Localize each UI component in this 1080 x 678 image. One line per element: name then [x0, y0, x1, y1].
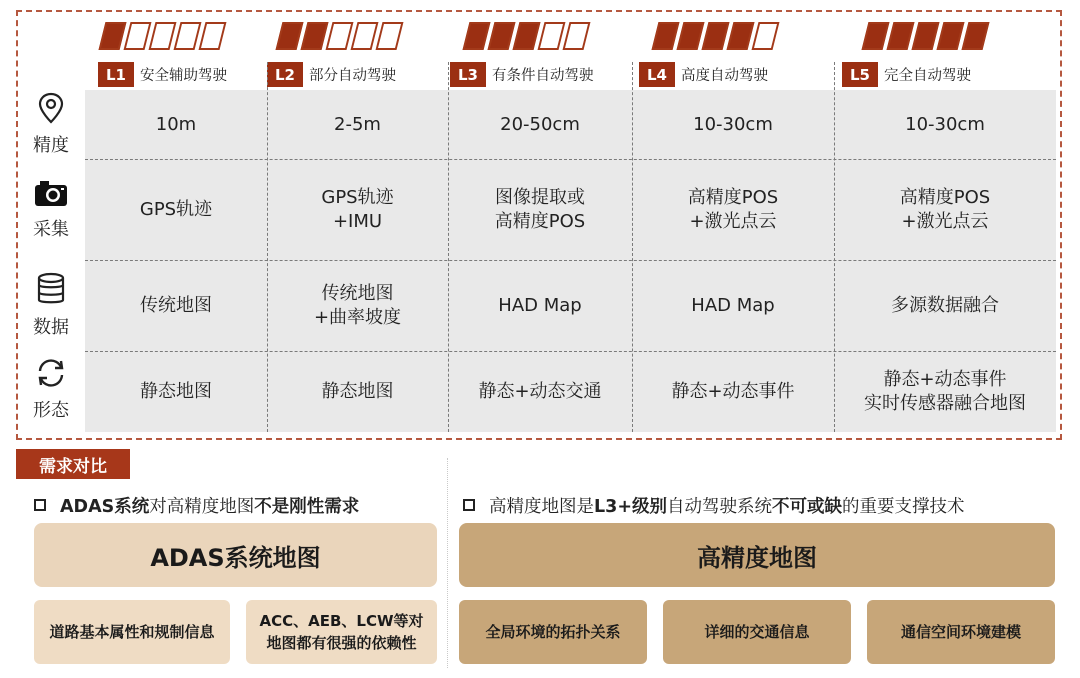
meter-box	[351, 22, 379, 50]
adas-feature-box: 道路基本属性和规制信息	[34, 600, 230, 664]
level-tag: L1	[98, 62, 134, 87]
hd-map-title: 高精度地图	[459, 523, 1055, 587]
level-header	[842, 62, 971, 87]
meter-box	[276, 22, 304, 50]
table-cell: 2-5m	[334, 113, 381, 135]
level-name: 高度自动驾驶	[681, 68, 768, 84]
meter-box	[326, 22, 354, 50]
checkbox-icon	[463, 499, 475, 511]
meter-box	[912, 22, 940, 50]
meter-box	[513, 22, 541, 50]
table-cell: HAD Map	[498, 294, 582, 316]
level-name: 有条件自动驾驶	[492, 68, 594, 84]
claim-segment: 不可或缺	[772, 496, 842, 517]
camera-icon	[33, 178, 69, 215]
table-cell: 静态+动态事件	[671, 380, 795, 402]
table-cell: HAD Map	[691, 294, 775, 316]
row-label-text: 形态	[33, 400, 69, 421]
table-cell: 10-30cm	[693, 113, 773, 135]
level-meter	[102, 22, 227, 52]
hd-map-feature-box: 通信空间环境建模	[867, 600, 1055, 664]
level-meter	[865, 22, 990, 52]
meter-box	[463, 22, 491, 50]
claim-segment: ADAS系统	[60, 496, 150, 517]
level-tag: L4	[639, 62, 675, 87]
level-name: 完全自动驾驶	[884, 68, 971, 84]
location-pin-icon	[37, 92, 65, 131]
meter-box	[538, 22, 566, 50]
meter-box	[488, 22, 516, 50]
level-header	[639, 62, 768, 87]
meter-box	[862, 22, 890, 50]
claim-segment: 的重要支撑技术	[842, 496, 965, 517]
level-meter	[466, 22, 591, 52]
database-icon	[36, 272, 66, 313]
claim-segment: 自动驾驶系统	[667, 496, 772, 517]
table-cell: 10m	[155, 113, 197, 135]
meter-box	[301, 22, 329, 50]
table-cell: 传统地图	[140, 294, 212, 316]
claim-segment: L3+级别	[594, 496, 667, 517]
meter-box	[937, 22, 965, 50]
hdmap-claim	[463, 492, 965, 518]
row-label-text: 数据	[33, 317, 69, 338]
table-cell: GPS轨迹 +IMU	[321, 186, 394, 232]
table-cell: 静态地图	[321, 380, 394, 402]
level-name: 部分自动驾驶	[309, 68, 396, 84]
claim-segment: 不是刚性需求	[254, 496, 360, 517]
meter-box	[149, 22, 177, 50]
row-label	[20, 357, 82, 422]
hd-map-feature-box: 全局环境的拓扑关系	[459, 600, 647, 664]
level-meter	[655, 22, 780, 52]
level-tag: L5	[842, 62, 878, 87]
row-label-text: 采集	[33, 219, 69, 240]
comparison-divider	[447, 458, 448, 668]
meter-box	[376, 22, 404, 50]
adas-claim-text	[60, 493, 359, 518]
level-header	[267, 62, 396, 87]
meter-box	[174, 22, 202, 50]
level-header	[98, 62, 227, 87]
meter-box	[702, 22, 730, 50]
meter-box	[124, 22, 152, 50]
row-label-text: 精度	[33, 135, 69, 156]
checkbox-icon	[34, 499, 46, 511]
claim-segment: 高精度地图是	[489, 496, 594, 517]
level-tag: L2	[267, 62, 303, 87]
level-name: 安全辅助驾驶	[140, 68, 227, 84]
table-cell: 多源数据融合	[891, 294, 999, 316]
meter-box	[99, 22, 127, 50]
hd-map-feature-box: 详细的交通信息	[663, 600, 851, 664]
table-cell: 10-30cm	[905, 113, 985, 135]
table-cell: GPS轨迹	[139, 198, 213, 220]
claim-segment: 对高精度地图	[149, 496, 255, 517]
table-cell: 高精度POS +激光点云	[899, 186, 991, 232]
adas-map-title: ADAS系统地图	[34, 523, 437, 587]
table-cell: 传统地图 +曲率坡度	[313, 282, 402, 328]
table-cell: 高精度POS +激光点云	[687, 186, 779, 232]
meter-box	[727, 22, 755, 50]
table-cell: 静态地图	[140, 380, 212, 402]
meter-box	[652, 22, 680, 50]
adas-feature-box: ACC、AEB、LCW等对 地图都有很强的依赖性	[246, 600, 437, 664]
level-tag: L3	[450, 62, 486, 87]
row-label	[20, 272, 82, 339]
meter-box	[563, 22, 591, 50]
table-cell: 静态+动态交通	[478, 380, 602, 402]
row-label	[20, 178, 82, 241]
meter-box	[752, 22, 780, 50]
meter-box	[199, 22, 227, 50]
table-cell: 图像提取或 高精度POS	[494, 186, 586, 232]
table-cell: 静态+动态事件 实时传感器融合地图	[864, 368, 1026, 414]
hdmap-claim-text	[489, 493, 965, 518]
table-cell: 20-50cm	[500, 113, 580, 135]
refresh-cycle-icon	[34, 357, 68, 396]
level-meter	[279, 22, 404, 52]
adas-claim	[34, 492, 359, 518]
meter-box	[677, 22, 705, 50]
meter-box	[887, 22, 915, 50]
row-label	[20, 92, 82, 157]
level-header	[450, 62, 594, 87]
comparison-badge: 需求对比	[16, 449, 130, 479]
meter-box	[962, 22, 990, 50]
